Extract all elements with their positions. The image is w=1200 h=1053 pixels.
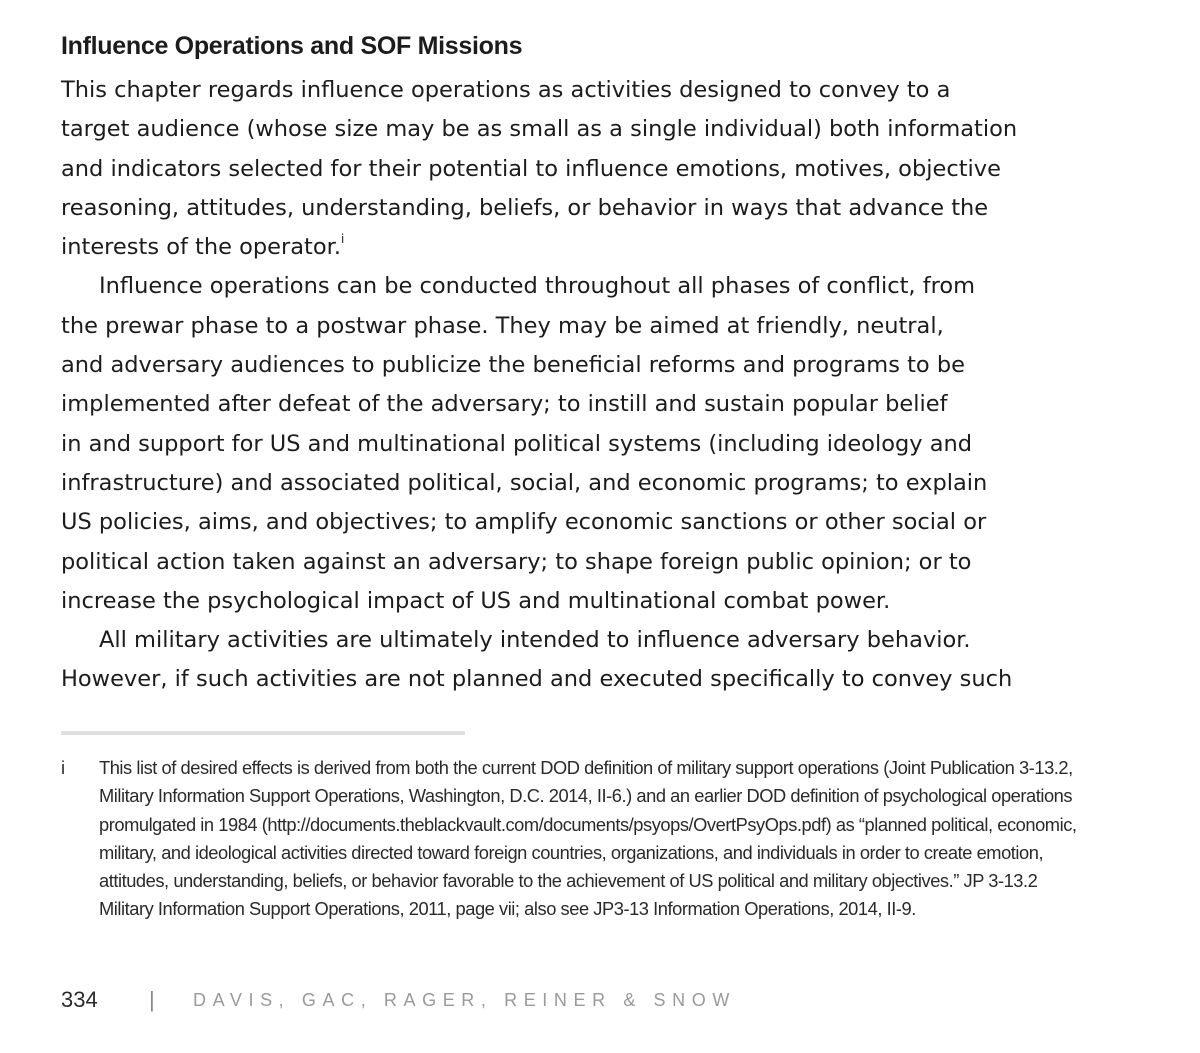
footnote-body — [99, 754, 1151, 924]
footnote-label: i — [61, 757, 65, 778]
body-line-indented: All military activities are ultimately intended to influence adversary behavior. — [99, 627, 971, 654]
body-line: reasoning, attitudes, understanding, beliefs, or behavior in ways that advance the — [61, 194, 989, 221]
body-line: infrastructure) and associated political, social, and economic programs; to explain — [61, 469, 988, 496]
footnote-line: promulgated in 1984 (http://documents.theblackvault.com/documents/psyops/OvertPsyOps.pdf) as “planned political, economic, — [99, 813, 1077, 835]
body-line: and adversary audiences to publicize the beneficial reforms and programs to be — [61, 352, 965, 379]
section-title: Influence Operations and SOF Missions — [61, 32, 523, 60]
running-head-authors: DAVIS, GAC, RAGER, REINER & SNOW — [193, 990, 736, 1010]
footnote-line: Military Information Support Operations, 2011, page vii; also see JP3-13 Information Operations, 2014, II-9. — [99, 898, 916, 920]
footnote-divider — [61, 731, 465, 735]
page-number: 334 — [61, 987, 98, 1012]
footnote-line: This list of desired effects is derived from both the current DOD definition of military support operations (Joint Publication 3-13.2, — [99, 757, 1073, 778]
body-line-indented: Influence operations can be conducted throughout all phases of conflict, from — [99, 273, 976, 300]
body-line: US policies, aims, and objectives; to amplify economic sanctions or other social or — [61, 509, 987, 536]
footer-separator: | — [149, 987, 155, 1012]
footnote-line: attitudes, understanding, beliefs, or behavior favorable to the achievement of US political and military objectives.” JP 3-13.2 — [99, 870, 1038, 892]
body-text — [61, 71, 1151, 700]
footnote-reference[interactable]: i — [340, 232, 345, 247]
body-line-text: interests of the operator. — [61, 234, 341, 261]
body-line: in and support for US and multinational political systems (including ideology and — [61, 430, 973, 457]
footnote-line: Military Information Support Operations, Washington, D.C. 2014, II-6.) and an earlier DOD definition of psychological operations — [99, 785, 1073, 807]
body-line-last — [61, 228, 1151, 267]
body-line: the prewar phase to a postwar phase. They may be aimed at friendly, neutral, — [61, 312, 944, 339]
document-page — [61, 0, 1151, 1053]
body-line: implemented after defeat of the adversary; to instill and sustain popular belief — [61, 391, 948, 418]
body-line: This chapter regards influence operations as activities designed to convey to a — [61, 77, 951, 103]
body-line: and indicators selected for their potential to influence emotions, motives, objective — [61, 155, 1001, 182]
footnote-line: military, and ideological activities directed toward foreign countries, organizations, and individuals in order to create emotion, — [99, 841, 1044, 863]
body-line: However, if such activities are not planned and executed specifically to convey such — [61, 666, 1013, 693]
body-line: increase the psychological impact of US and multinational combat power. — [61, 587, 891, 614]
body-line: political action taken against an adversary; to shape foreign public opinion; or to — [61, 548, 972, 575]
body-line: target audience (whose size may be as small as a single individual) both information — [61, 116, 1018, 143]
